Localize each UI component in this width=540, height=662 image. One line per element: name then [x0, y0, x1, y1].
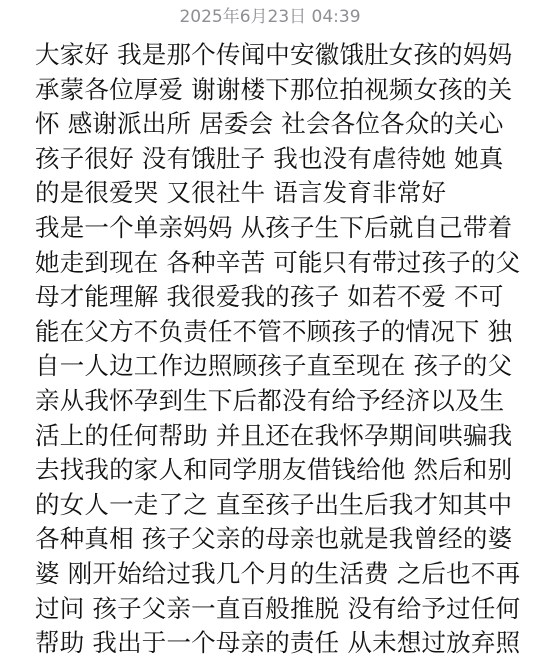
note-timestamp: 2025年6月23日 04:39 [179, 7, 361, 27]
note-line: 母才能理解 我很爱我的孩子 如若不爱 不可 [35, 282, 504, 312]
note-line: 过问 孩子父亲一直百般推脱 没有给予过任何 [35, 593, 521, 623]
note-line: 怀 感谢派出所 居委会 社会各位各众的关心 [35, 109, 504, 139]
note-line: 孩子很好 没有饿肚子 我也没有虐待她 她真 [35, 143, 504, 173]
note-line: 能在父方不负责任不管不顾孩子的情况下 独 [35, 316, 513, 346]
note-line: 婆 刚开始给过我几个月的生活费 之后也不再 [35, 558, 521, 588]
note-line: 我是一个单亲妈妈 从孩子生下后就自己带着 [35, 212, 513, 242]
note-line: 自一人边工作边照顾孩子直至现在 孩子的父 [35, 351, 513, 381]
note-line: 大家好 我是那个传闻中安徽饿肚女孩的妈妈 [35, 40, 513, 69]
note-line: 的女人一走了之 直至孩子出生后我才知其中 [35, 489, 513, 519]
note-line: 亲从我怀孕到生下后都没有给予经济以及生 [35, 385, 505, 415]
note-line: 去找我的家人和同学朋友借钱给他 然后和别 [35, 455, 513, 485]
note-line: 帮助 我出于一个母亲的责任 从未想过放弃照 [35, 628, 521, 658]
note-line: 她走到现在 各种辛苦 可能只有带过孩子的父 [35, 247, 521, 277]
note-body-text[interactable] [35, 38, 535, 661]
note-line: 承蒙各位厚爱 谢谢楼下那位拍视频女孩的关 [35, 74, 513, 104]
note-line: 的是很爱哭 又很社牛 语言发育非常好 [35, 178, 447, 208]
note-line: 活上的任何帮助 并且还在我怀孕期间哄骗我 [35, 420, 513, 450]
note-line: 各种真相 孩子父亲的母亲也就是我曾经的婆 [35, 524, 513, 554]
